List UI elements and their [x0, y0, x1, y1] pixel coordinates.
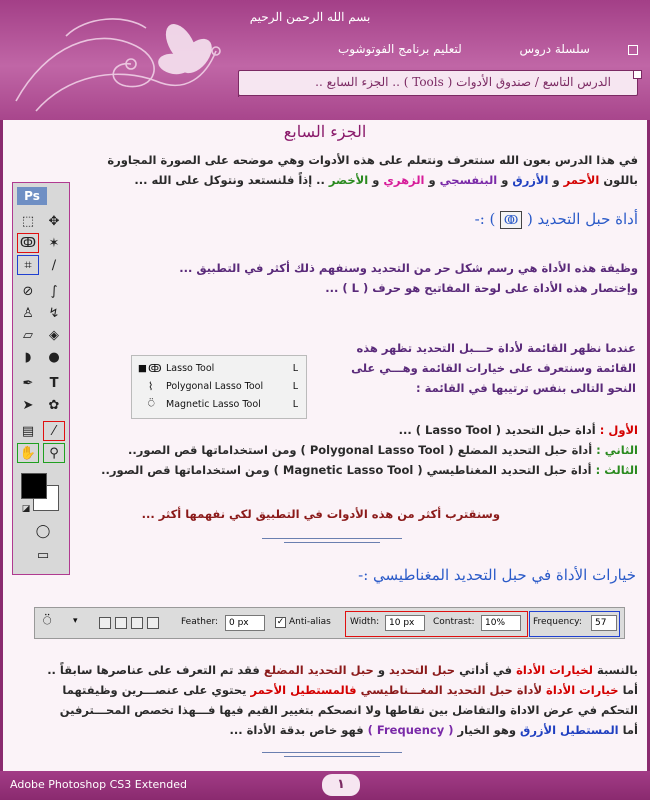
quick-mask-icon[interactable]: ◯: [35, 523, 51, 539]
photoshop-logo: Ps: [17, 187, 47, 205]
divider-2: [262, 752, 402, 753]
magnetic-options-heading: خيارات الأداة في حبل التحديد المغناطيسي :-: [358, 566, 636, 584]
polygonal-lasso-icon: ⌇: [148, 379, 154, 393]
contrast-label: Contrast:: [433, 617, 475, 627]
default-colors-icon[interactable]: ◪: [21, 504, 31, 514]
tool-list-second: الثاني : أداة حبل التحديد المضلع ( Polygonal Lasso Tool ) ومن استخداماتها قص الصور..: [128, 443, 638, 457]
type-tool-icon[interactable]: T: [49, 375, 59, 391]
history-brush-icon[interactable]: ↯: [48, 305, 60, 321]
menu-item-magnetic-lasso[interactable]: ⍥ Magnetic Lasso Tool L: [148, 397, 298, 410]
marquee-tool-icon[interactable]: ⬚: [21, 213, 35, 229]
lesson-title: الدرس التاسع / صندوق الأدوات ( Tools ) .. الجزء السابع ..: [315, 75, 611, 89]
explanation-line-4: أما المستطيل الأزرق وهو الخيار ( Frequency ) فهو خاص بدقة الأداة ...: [229, 723, 638, 737]
divider-1: [262, 538, 402, 539]
page-number: ١: [322, 774, 360, 796]
menu-intro-line-2: القائمة وسنتعرف على خيارات القائمة وهـــي على: [351, 361, 636, 375]
clone-stamp-icon[interactable]: ♙: [22, 305, 34, 321]
width-input[interactable]: [385, 615, 425, 631]
divider-2b: [284, 756, 380, 757]
frequency-label: Frequency:: [533, 617, 582, 627]
menu-intro-line-1: عندما نظهر القائمة لأداة حـــبل التحديد تظهر هذه: [356, 341, 636, 355]
width-label: Width:: [350, 617, 380, 627]
anti-alias-checkbox[interactable]: ✓: [276, 617, 285, 627]
color-red-label: الأحمر: [563, 173, 600, 187]
contrast-input[interactable]: [481, 615, 521, 631]
dodge-tool-icon[interactable]: ●: [48, 349, 60, 365]
color-pink-label: الزهري: [383, 173, 425, 187]
magnetic-lasso-preset-icon[interactable]: ⍥: [43, 613, 52, 629]
lasso-heading: أداة حبل التحديد ( ↂ ) :-: [474, 210, 638, 228]
series-subtitle: لتعليم برنامج الفوتوشوب: [338, 42, 462, 56]
foreground-color-swatch[interactable]: [21, 473, 47, 499]
selected-bullet-icon: ■: [138, 362, 147, 374]
series-title: سلسلة دروس: [519, 42, 590, 56]
add-selection-icon[interactable]: [115, 617, 127, 629]
paint-bucket-icon[interactable]: ◈: [49, 327, 59, 343]
hand-tool-icon[interactable]: ✋: [17, 443, 39, 463]
menu-intro: [326, 338, 636, 398]
explanation-line-2: أما خيارات الأداة لأداة حبل التحديد المغـــناطيسي فالمستطيل الأحمر يحتوي على عنصـــرين وظيفتهما: [62, 683, 638, 697]
intro-paragraph: [12, 150, 638, 190]
eyedropper-tool-icon[interactable]: ⁄: [43, 421, 65, 441]
blur-tool-icon[interactable]: ◗: [24, 349, 32, 365]
lasso-desc-line-2: وإختصار هذه الأداة على لوحة المفاتيح هو حرف ( L ) ...: [325, 281, 638, 295]
notes-tool-icon[interactable]: ▤: [21, 423, 35, 439]
subtract-selection-icon[interactable]: [131, 617, 143, 629]
lasso-tool-icon[interactable]: ↂ: [17, 233, 39, 253]
floral-swirl-decoration: [6, 6, 236, 116]
move-tool-icon[interactable]: ✥: [48, 213, 60, 229]
magic-wand-tool-icon[interactable]: ✶: [48, 235, 60, 251]
feather-input[interactable]: [225, 615, 265, 631]
footer-app-name: Adobe Photoshop CS3 Extended: [10, 778, 187, 791]
pen-tool-icon[interactable]: ✒: [22, 375, 34, 391]
custom-shape-icon[interactable]: ✿: [48, 397, 60, 413]
lasso-icon: ↂ: [148, 361, 162, 375]
brush-tool-icon[interactable]: ∫: [50, 283, 58, 299]
color-blue-label: الأزرق: [512, 173, 549, 187]
lasso-desc-line-1: وظيفة هذه الأداة هي رسم شكل حر من التحديد وسنفهم ذلك أكثر في التطبيق ...: [179, 261, 638, 275]
menu-item-lasso[interactable]: ■ ↂ Lasso Tool L: [138, 361, 298, 375]
divider-1b: [284, 542, 380, 543]
lasso-flyout-menu: [131, 355, 307, 419]
bar-fold-decoration: [238, 83, 246, 97]
anti-alias-label: Anti-alias: [289, 617, 331, 627]
intro-line-1: في هذا الدرس بعون الله سنتعرف ونتعلم على هذه الأدوات وهي موضحه على الصورة المجاورة: [107, 153, 638, 167]
color-green-label: الأخضر: [328, 173, 369, 187]
crop-tool-icon[interactable]: ⌗: [17, 255, 39, 275]
explanation-line-1: بالنسبة لخيارات الأداة في أداتي حبل التحديد و حبل التحديد المضلع فقد تم التعرف على عناصرها سابقاً ..: [47, 663, 638, 677]
menu-item-polygonal-lasso[interactable]: ⌇ Polygonal Lasso Tool L: [148, 379, 298, 393]
eraser-tool-icon[interactable]: ▱: [23, 327, 33, 343]
footer-bar: [0, 771, 650, 800]
tool-list-first: الأول : أداة حبل التحديد ( Lasso Tool ) ...: [398, 423, 638, 437]
slice-tool-icon[interactable]: ∕: [51, 257, 57, 273]
preset-dropdown-arrow-icon[interactable]: ▾: [73, 616, 78, 626]
frequency-input[interactable]: [591, 615, 617, 631]
intro-line-2: باللون الأحمر و الأزرق و البنفسجي و الزهري و الأخضر .. إذاً فلنستعد ونتوكل على الله ...: [134, 173, 638, 187]
new-selection-icon[interactable]: [99, 617, 111, 629]
zoom-tool-icon[interactable]: ⚲: [43, 443, 65, 463]
photoshop-tools-panel: [12, 182, 70, 575]
path-selection-icon[interactable]: ➤: [22, 397, 34, 413]
lasso-description: [98, 258, 638, 298]
feather-label: Feather:: [181, 617, 219, 627]
lasso-inline-icon: ↂ: [500, 211, 522, 229]
basmala-text: بسم الله الرحمن الرحيم: [249, 10, 371, 24]
section-title: الجزء السابع: [283, 122, 367, 141]
lesson-bullet-icon: [633, 70, 642, 79]
menu-intro-line-3: النحو التالى بنفس ترتيبها في القائمة :: [416, 381, 636, 395]
healing-brush-icon[interactable]: ⊘: [22, 283, 34, 299]
lesson-title-bar: [238, 70, 638, 96]
header-banner: [0, 0, 650, 120]
tool-list: [78, 420, 638, 480]
closing-line: وسنقترب أكثر من هذه الأدوات في التطبيق لكي نفهمها أكثر ...: [141, 507, 500, 521]
tool-options-bar: [34, 607, 625, 639]
screen-mode-icon[interactable]: ▭: [36, 547, 50, 563]
explanation-paragraph: [12, 660, 638, 740]
intersect-selection-icon[interactable]: [147, 617, 159, 629]
series-bullet-icon: [628, 45, 638, 55]
tool-list-third: الثالث : أداة حبل التحديد المغناطيسي ( Magnetic Lasso Tool ) ومن استخداماتها قص الصور..: [101, 463, 638, 477]
magnetic-lasso-icon: ⍥: [148, 397, 155, 410]
color-violet-label: البنفسجي: [439, 173, 498, 187]
explanation-line-3: التحكم في عرض الاداة والتفاضل بين نقاطها ولا انصحكم بتغيير القيم فيها فـــهذا تخصص المحـــترفين: [59, 703, 638, 717]
